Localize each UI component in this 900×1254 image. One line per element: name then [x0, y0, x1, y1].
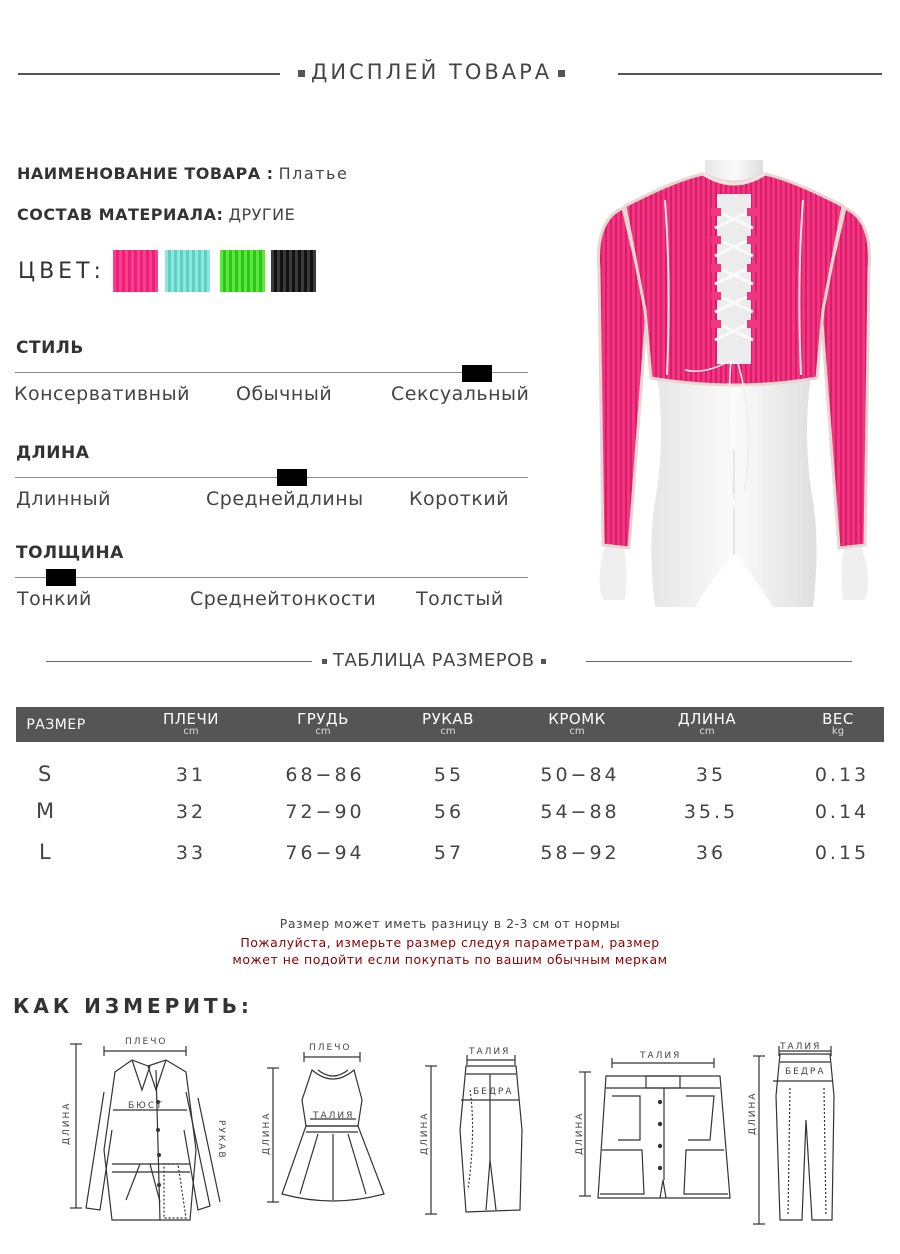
size-title-text: ТАБЛИЦА РАЗМЕРОВ — [333, 650, 535, 671]
dress-shoulder-label: ПЛЕЧО — [309, 1043, 352, 1053]
thickness-option-thin: Тонкий — [17, 588, 92, 610]
header-line-right — [618, 73, 882, 75]
display-title-text: ДИСПЛЕЙ ТОВАРА — [311, 60, 553, 84]
cell-size: M — [36, 799, 55, 823]
cell-length: 36 — [695, 842, 727, 864]
cell-weight: 0.15 — [814, 842, 870, 864]
skirt-length-label: ДЛИНА — [420, 1111, 430, 1155]
mannequin-crop-top-illustration — [585, 160, 883, 607]
product-name-value: Платье — [278, 164, 349, 183]
header-line-left — [18, 73, 280, 75]
thickness-track — [15, 577, 528, 578]
jacket-length-label: ДЛИНА — [62, 1101, 72, 1145]
thickness-indicator — [46, 569, 76, 586]
pants-length-label: ДЛИНА — [748, 1091, 758, 1135]
size-section-title — [316, 650, 552, 671]
cell-length: 35 — [695, 764, 727, 786]
thickness-option-medium: Среднейтонкости — [190, 588, 377, 610]
cell-sleeve: 55 — [433, 764, 465, 786]
size-header-line-left — [46, 661, 312, 662]
jacket-bust-label: БЮСТ — [128, 1101, 164, 1111]
tolerance-note: Размер может иметь разницу в 2-3 см от нормы — [279, 916, 621, 931]
cell-hem: 58−92 — [540, 842, 620, 864]
header-weight: ВЕС kg — [822, 710, 854, 737]
skirt-waist-label: ТАЛИЯ — [469, 1047, 511, 1057]
shorts-waist-label: ТАЛИЯ — [640, 1051, 682, 1061]
style-track — [15, 372, 528, 373]
cell-hem: 50−84 — [540, 764, 620, 786]
color-swatch-green[interactable] — [220, 250, 265, 292]
length-indicator — [277, 469, 307, 486]
cell-length: 35.5 — [683, 801, 739, 823]
cell-weight: 0.13 — [814, 764, 870, 786]
product-photo — [585, 160, 883, 607]
how-to-measure-title: КАК ИЗМЕРИТЬ: — [13, 994, 253, 1018]
cell-size: S — [38, 762, 52, 786]
length-title: ДЛИНА — [16, 443, 90, 463]
material-row — [17, 205, 295, 224]
style-option-sexy: Сексуальный — [391, 383, 530, 405]
cell-sleeve: 57 — [433, 842, 465, 864]
cell-shoulders: 31 — [175, 764, 207, 786]
jacket-sleeve-label: РУКАВ — [216, 1120, 226, 1160]
pants-hips-label: БЕДРА — [785, 1067, 826, 1077]
pants-waist-label: ТАЛИЯ — [780, 1042, 822, 1052]
cell-weight: 0.14 — [814, 801, 870, 823]
color-label: ЦВЕТ: — [18, 259, 105, 284]
header-size: РАЗМЕР — [26, 717, 86, 733]
style-option-conservative: Консервативный — [14, 383, 190, 405]
header-chest: ГРУДЬ cm — [297, 710, 349, 737]
thickness-option-thick: Толстый — [416, 588, 504, 610]
length-option-long: Длинный — [16, 488, 112, 510]
style-title: СТИЛЬ — [16, 338, 84, 358]
cell-chest: 68−86 — [285, 764, 365, 786]
header-shoulders: ПЛЕЧИ cm — [162, 710, 220, 737]
display-section-title — [292, 60, 571, 84]
color-swatch-pink[interactable] — [113, 250, 158, 292]
length-option-medium: Среднейдлины — [206, 488, 364, 510]
warning-note-line1: Пожалуйста, измерьте размер следуя параметрам, размер — [240, 935, 660, 950]
length-option-short: Короткий — [409, 488, 510, 510]
cell-chest: 72−90 — [285, 801, 365, 823]
length-track — [15, 477, 528, 478]
jacket-shoulder-label: ПЛЕЧО — [125, 1037, 168, 1047]
material-label: СОСТАВ МАТЕРИАЛА: — [17, 205, 224, 224]
color-swatch-black[interactable] — [271, 250, 316, 292]
product-name-label: НАИМЕНОВАНИЕ ТОВАРА : — [17, 164, 274, 183]
cell-sleeve: 56 — [433, 801, 465, 823]
cell-shoulders: 32 — [175, 801, 207, 823]
cell-hem: 54−88 — [540, 801, 620, 823]
header-hem: КРОМК cm — [548, 710, 606, 737]
warning-note-line2: может не подойти если покупать по вашим обычным меркам — [232, 952, 668, 967]
measurement-diagrams — [0, 1030, 900, 1254]
material-value: ДРУГИЕ — [228, 205, 296, 224]
header-length: ДЛИНА cm — [677, 710, 737, 737]
style-indicator — [462, 365, 492, 382]
thickness-title: ТОЛЩИНА — [16, 543, 124, 563]
header-sleeve: РУКАВ cm — [422, 710, 474, 737]
skirt-hips-label: БЕДРА — [473, 1087, 514, 1097]
color-swatch-mint[interactable] — [165, 250, 210, 292]
size-header-line-right — [586, 661, 852, 662]
cell-size: L — [39, 840, 51, 864]
dress-length-label: ДЛИНА — [262, 1111, 272, 1155]
shorts-length-label: ДЛИНА — [575, 1111, 585, 1155]
product-name-row — [17, 164, 348, 183]
cell-chest: 76−94 — [285, 842, 365, 864]
cell-shoulders: 33 — [175, 842, 207, 864]
style-option-casual: Обычный — [236, 383, 333, 405]
size-table-header — [16, 707, 884, 742]
dress-waist-label: ТАЛИЯ — [313, 1111, 355, 1121]
